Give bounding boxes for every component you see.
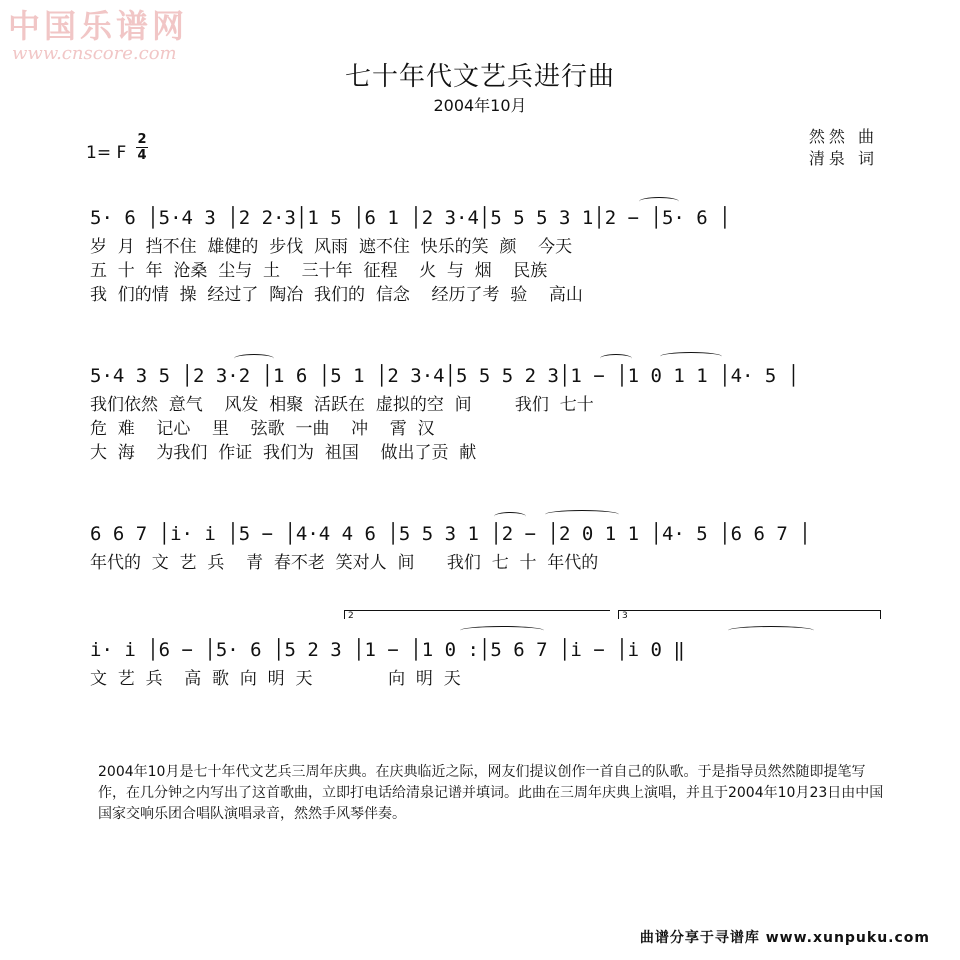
score-line-3-notes: 6 6 7 │i· i │5 − │4·4 4 6 │5 5 3 1 │2 − │2 0 1 1 │4· 5 │6 6 7 │ xyxy=(90,523,811,545)
lyricist-credit: 清泉 词 xyxy=(808,149,878,168)
lyric-line-1-verse-3: 我 们的情 操 经过了 陶冶 我们的 信念 经历了考 验 高山 xyxy=(90,285,583,305)
tie xyxy=(639,197,679,206)
score-line-1-notes: 5· 6 │5·4 3 │2 2·3│1 5 │6 1 │2 3·4│5 5 5 3 1│2 − │5· 6 │ xyxy=(90,207,731,229)
lyric-line-3-verse-1: 年代的 文 艺 兵 青 春不老 笑对人 间 我们 七 十 年代的 xyxy=(90,553,599,573)
time-signature xyxy=(134,132,150,163)
volta-second-ending: 2 xyxy=(344,610,610,619)
tie xyxy=(600,354,632,363)
lyric-line-1-verse-2: 五 十 年 沧桑 尘与 土 三十年 征程 火 与 烟 民族 xyxy=(90,261,548,281)
volta-third-ending: 3 xyxy=(618,610,881,619)
watermark-title: 中国乐谱网 xyxy=(8,7,189,45)
tie xyxy=(660,352,722,361)
tie xyxy=(728,626,814,635)
watermark-url: www.cnscore.com xyxy=(12,43,177,64)
tie xyxy=(234,354,274,363)
lyric-line-1-verse-1: 岁 月 挡不住 雄健的 步伐 风雨 遮不住 快乐的笑 颜 今天 xyxy=(90,237,573,257)
time-bottom: 4 xyxy=(137,148,147,163)
composer-credit: 然然 曲 xyxy=(808,127,878,146)
tie xyxy=(460,626,544,635)
song-description: 2004年10月是七十年代文艺兵三周年庆典。在庆典临近之际，网友们提议创作一首自己的队歌。于是指导员然然随即提笔写作，在几分钟之内写出了这首歌曲，立即打电话给清泉记谱并填词。此曲在三周年庆典上演唱，并且于2004年10月23日由中国国家交响乐团合唱队演唱录音，然然手风琴伴奏。 xyxy=(98,764,884,822)
lyric-line-2-verse-2: 危 难 记心 里 弦歌 一曲 冲 霄 汉 xyxy=(90,419,435,439)
footer-credit: 曲谱分享于寻谱库 www.xunpuku.com xyxy=(639,930,930,946)
lyric-line-2-verse-3: 大 海 为我们 作证 我们为 祖国 做出了贡 献 xyxy=(90,443,477,463)
lyric-line-4-verse-1: 文 艺 兵 高 歌 向 明 天 向 明 天 xyxy=(90,669,461,689)
time-top: 2 xyxy=(137,132,147,147)
song-date: 2004年10月 xyxy=(433,96,527,115)
key-signature: 1= F xyxy=(86,143,127,163)
tie xyxy=(545,510,619,519)
tie xyxy=(494,512,526,521)
lyric-line-2-verse-1: 我们依然 意气 风发 相聚 活跃在 虚拟的空 间 我们 七十 xyxy=(90,395,594,415)
score-line-4-notes: i· i │6 − │5· 6 │5 2 3 │1 − │1 0 :│5 6 7 │i − │i 0 ‖ xyxy=(90,639,685,661)
song-title: 七十年代文艺兵进行曲 xyxy=(344,62,615,92)
score-line-2-notes: 5·4 3 5 │2 3·2 │1 6 │5 1 │2 3·4│5 5 5 2 3│1 − │1 0 1 1 │4· 5 │ xyxy=(90,365,800,387)
